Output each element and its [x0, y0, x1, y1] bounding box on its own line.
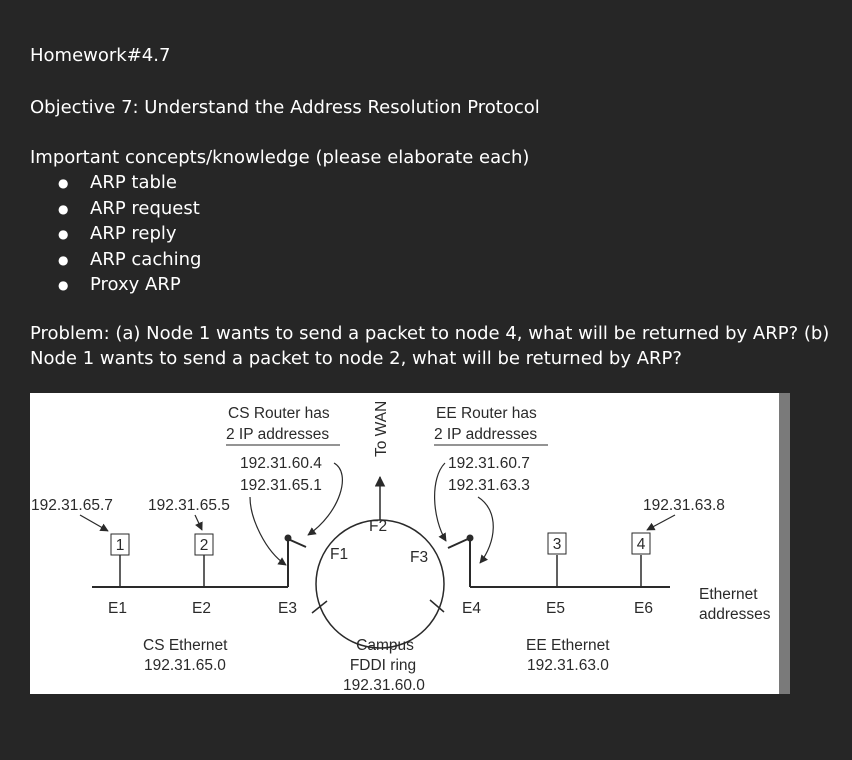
node-1-label: 1	[115, 537, 125, 554]
concept-item-arp-caching: ● ARP caching	[30, 248, 201, 274]
host-4-ip: 192.31.63.8	[643, 497, 725, 514]
ee-router-ip-1: 192.31.60.7	[448, 455, 530, 472]
objective-text: Objective 7: Understand the Address Resolution Protocol	[30, 97, 540, 118]
ee-router-icon	[467, 535, 474, 542]
node-2-label: 2	[199, 537, 209, 554]
campus-label-line1: Campus	[356, 637, 414, 654]
cs-router-connector	[288, 539, 306, 587]
host-1-ip: 192.31.65.7	[31, 497, 113, 514]
cs-router-ip2-arrow	[250, 497, 286, 565]
fddi-f3-label: F3	[410, 549, 429, 566]
concept-item-arp-request: ● ARP request	[30, 197, 201, 223]
concept-list	[30, 171, 201, 299]
node-3-label: 3	[552, 536, 562, 553]
cs-router-ip-2: 192.31.65.1	[240, 477, 322, 494]
cs-ethernet-net: 192.31.65.0	[144, 657, 226, 674]
concepts-heading: Important concepts/knowledge (please elaborate each)	[30, 147, 530, 168]
concept-item-proxy-arp: ● Proxy ARP	[30, 273, 201, 299]
fddi-f2-label: F2	[369, 518, 388, 535]
ee-router-label-line2: 2 IP addresses	[434, 426, 538, 443]
problem-statement: Problem: (a) Node 1 wants to send a packet to node 4, what will be returned by ARP? (b) Node 1 wants to send a packet to node 2, what will be returned by ARP?	[30, 323, 830, 369]
cs-router-ip1-arrow	[308, 463, 342, 535]
ee-router-ip1-arrow	[435, 463, 446, 541]
network-diagram-figure	[30, 393, 790, 694]
concept-item-arp-table: ● ARP table	[30, 171, 201, 197]
cs-router-label-line1: CS Router has	[228, 405, 330, 422]
homework-title: Homework#4.7	[30, 45, 171, 66]
host-2-ip: 192.31.65.5	[148, 497, 230, 514]
cs-router-icon	[285, 535, 292, 542]
ee-router-ip-2: 192.31.63.3	[448, 477, 530, 494]
ethernet-addresses-line1: Ethernet	[699, 586, 758, 603]
eth-e6-label: E6	[634, 600, 653, 617]
ee-ethernet-net: 192.31.63.0	[527, 657, 609, 674]
cs-ethernet-name: CS Ethernet	[143, 637, 228, 654]
fddi-f1-label: F1	[330, 546, 349, 563]
network-diagram	[30, 393, 790, 694]
ee-router-label-line1: EE Router has	[436, 405, 537, 422]
host-1-ip-arrow	[80, 515, 108, 531]
ee-ethernet-name: EE Ethernet	[526, 637, 610, 654]
concept-item-arp-reply: ● ARP reply	[30, 222, 201, 248]
fddi-ring	[316, 520, 444, 648]
eth-e3-label: E3	[278, 600, 297, 617]
ethernet-addresses-line2: addresses	[699, 606, 771, 623]
campus-label-line2: FDDI ring	[349, 657, 417, 674]
host-2-ip-arrow	[195, 515, 202, 530]
eth-e1-label: E1	[108, 600, 127, 617]
campus-net: 192.31.60.0	[343, 677, 425, 694]
ee-router-connector	[448, 538, 470, 587]
eth-e4-label: E4	[462, 600, 481, 617]
cs-router-label-line2: 2 IP addresses	[226, 426, 330, 443]
node-4-label: 4	[636, 536, 646, 553]
host-4-ip-arrow	[647, 515, 675, 530]
eth-e5-label: E5	[546, 600, 565, 617]
cs-router-ip-1: 192.31.60.4	[240, 455, 322, 472]
figure-scroll-strip	[779, 393, 790, 694]
to-wan-label: To WAN	[373, 400, 390, 457]
ee-router-ip2-arrow	[478, 497, 493, 563]
eth-e2-label: E2	[192, 600, 211, 617]
